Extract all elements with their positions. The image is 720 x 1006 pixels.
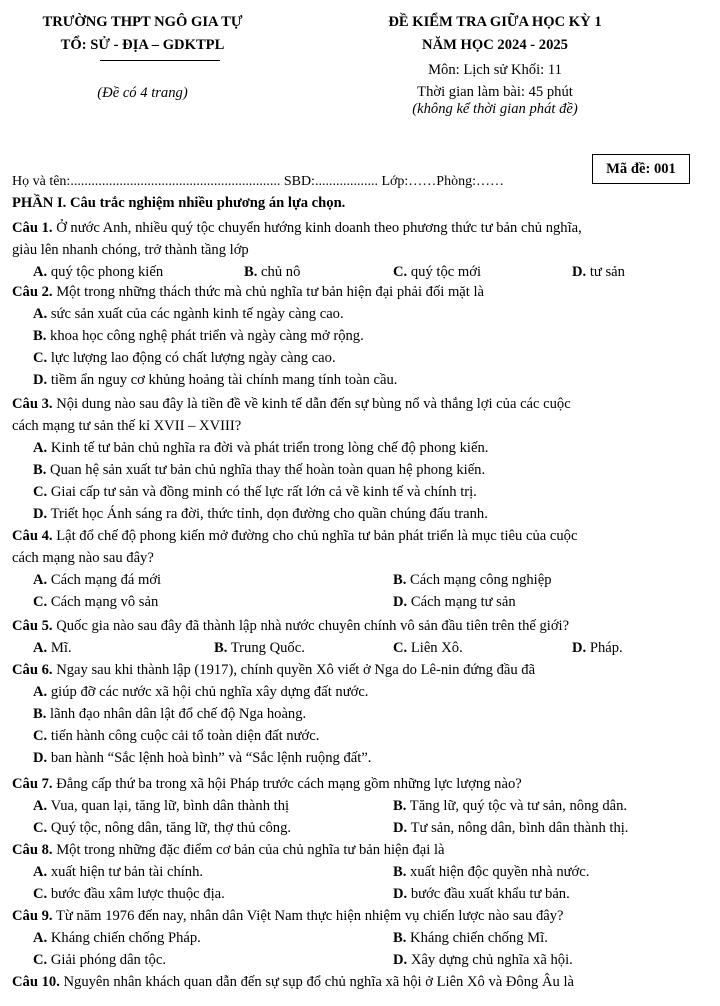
question-1-text-line [12,240,249,260]
option-letter: C. [393,640,408,656]
question-8-text-line [12,840,444,860]
question-text: Nội dung nào sau đây là tiền đề về kinh tế dẫn đến sự bùng nổ và thắng lợi của các cuộc [56,396,571,412]
option-letter: C. [33,350,48,366]
option-letter: C. [33,594,48,610]
question-8-option-c [33,884,225,904]
question-text: Một trong những thách thức mà chủ nghĩa tư bản hiện đại phải đối mặt là [56,284,485,300]
option-letter: D. [572,640,587,656]
option-text: bước đầu xuất khẩu tư bản. [410,886,570,902]
question-7-text-line [12,774,522,794]
question-text: Từ năm 1976 đến nay, nhân dân Việt Nam thực hiện nhiệm vụ chiến lược nào sau đây? [55,908,564,924]
option-text: tiềm ẩn nguy cơ khủng hoảng tài chính mang tính toàn cầu. [50,372,398,388]
option-text: ban hành “Sắc lệnh hoà bình” và “Sắc lệnh ruộng đất”. [50,750,372,766]
question-4-option-c [33,592,158,612]
question-4-option-a [33,570,161,590]
question-7-option-a [33,796,289,816]
option-letter: B. [33,706,47,722]
option-text: Cách mạng công nghiệp [410,572,552,588]
question-text: giàu lên nhanh chóng, trở thành tầng lớp [12,242,249,258]
school-year: NĂM HỌC 2024 - 2025 [422,37,568,53]
option-letter: B. [33,462,47,478]
question-2-option-d [33,370,397,390]
question-text: cách mạng nào sau đây? [12,550,154,566]
option-letter: A. [33,572,48,588]
option-text: tiến hành công cuộc cải tổ toàn diện đất nước. [50,728,320,744]
option-text: Kháng chiến chống Pháp. [50,930,201,946]
exam-code-box: Mã đề: 001 [592,154,690,184]
option-letter: D. [572,264,587,280]
option-letter: B. [393,864,407,880]
option-text: Tư sản, nông dân, bình dân thành thị. [410,820,629,836]
option-text: Quý tộc, nông dân, tăng lữ, thợ thủ công. [50,820,292,836]
option-letter: C. [33,728,48,744]
question-text: Một trong những đặc điểm cơ bản của chủ nghĩa tư bản hiện đại là [56,842,445,858]
option-letter: A. [33,440,48,456]
option-letter: D. [393,820,408,836]
school-name: TRƯỜNG THPT NGÔ GIA TỰ [42,14,243,30]
question-number: Câu 8. [12,842,53,858]
question-3-option-d [33,504,488,524]
option-text: giúp đỡ các nước xã hội chủ nghĩa xây dựng đất nước. [50,684,369,700]
option-letter: B. [393,798,407,814]
question-text: cách mạng tư sản thế kỉ XVII – XVIII? [12,418,242,434]
question-8-option-b [393,862,589,882]
option-text: khoa học công nghệ phát triển và ngày càng mở rộng. [50,328,364,344]
option-text: tư sản [589,264,625,280]
subject-line: Môn: Lịch sử Khối: 11 [428,62,562,78]
option-letter: A. [33,930,48,946]
option-letter: B. [393,572,407,588]
option-letter: D. [393,886,408,902]
question-5-option-a [33,638,72,658]
option-text: Tăng lữ, quý tộc và tư sản, nông dân. [409,798,628,814]
question-4-option-d [393,592,516,612]
pages-note: (Đề có 4 trang) [97,85,188,101]
option-letter: A. [33,640,48,656]
duration-note: (không kể thời gian phát đề) [412,101,578,117]
question-4-text-line [12,548,154,568]
option-letter: C. [33,484,48,500]
question-text: Quốc gia nào sau đây đã thành lập nhà nước chuyên chính vô sản đầu tiên trên thế giới? [56,618,570,634]
option-text: Kinh tế tư bản chủ nghĩa ra đời và phát triển trong lòng chế độ phong kiến. [50,440,489,456]
question-9-option-c [33,950,166,970]
question-5-option-c [393,638,463,658]
question-1-option-d [572,262,625,282]
option-letter: B. [393,930,407,946]
option-letter: C. [33,952,48,968]
option-letter: A. [33,264,48,280]
option-letter: D. [33,372,48,388]
question-7-option-d [393,818,628,838]
question-1-option-b [244,262,300,282]
question-3-option-a [33,438,488,458]
option-text: Pháp. [589,640,623,656]
option-letter: B. [244,264,258,280]
question-6-option-d [33,748,371,768]
duration-line: Thời gian làm bài: 45 phút [417,84,573,100]
section-title: PHẦN I. Câu trắc nghiệm nhiều phương án lựa chọn. [12,195,346,211]
question-number: Câu 6. [12,662,53,678]
question-3-text-line [12,416,241,436]
option-letter: A. [33,684,48,700]
question-4-option-b [393,570,552,590]
question-3-option-c [33,482,477,502]
option-letter: D. [33,750,48,766]
question-5-option-b [214,638,305,658]
option-text: Mĩ. [50,640,72,656]
question-text: Đẳng cấp thứ ba trong xã hội Pháp trước cách mạng gồm những lực lượng nào? [56,776,522,792]
question-number: Câu 4. [12,528,53,544]
question-text: Ngay sau khi thành lập (1917), chính quyền Xô viết ở Nga do Lê-nin đứng đầu đã [56,662,536,678]
option-text: Giải phóng dân tộc. [50,952,166,968]
option-text: Cách mạng đá mới [50,572,162,588]
question-9-option-a [33,928,201,948]
question-1-option-a [33,262,163,282]
question-9-option-d [393,950,573,970]
option-text: Liên Xô. [410,640,463,656]
question-10-text-line [12,972,574,992]
question-2-text-line [12,282,484,302]
option-letter: C. [393,264,408,280]
option-text: chủ nô [261,264,301,280]
option-text: xuất hiện tư bản tài chính. [50,864,204,880]
question-7-option-c [33,818,291,838]
option-text: Xây dựng chủ nghĩa xã hội. [410,952,573,968]
option-text: Kháng chiến chống Mĩ. [410,930,548,946]
question-1-text-line [12,218,582,238]
option-letter: B. [214,640,228,656]
option-letter: A. [33,798,48,814]
department-name: TỔ: SỬ - ĐỊA – GDKTPL [60,37,225,53]
question-6-option-c [33,726,319,746]
question-2-option-b [33,326,364,346]
question-9-text-line [12,906,564,926]
question-number: Câu 10. [12,974,60,990]
option-text: Cách mạng vô sản [50,594,159,610]
question-number: Câu 9. [12,908,53,924]
question-2-option-c [33,348,336,368]
question-9-option-b [393,928,548,948]
option-letter: D. [393,594,408,610]
option-text: sức sản xuất của các ngành kinh tế ngày càng cao. [50,306,344,322]
question-6-option-b [33,704,306,724]
question-number: Câu 2. [12,284,53,300]
option-letter: D. [393,952,408,968]
question-5-option-d [572,638,623,658]
option-text: Trung Quốc. [230,640,305,656]
option-text: Quan hệ sản xuất tư bản chủ nghĩa thay thế hoàn toàn quan hệ phong kiến. [50,462,486,478]
option-letter: A. [33,864,48,880]
student-info-line: Họ và tên:............................................................ SBD:.................. Lớp:……Phòng:…… [12,174,504,189]
question-text: Nguyên nhân khách quan dẫn đến sự sụp đổ chủ nghĩa xã hội ở Liên Xô và Đông Âu là [63,974,574,990]
option-letter: A. [33,306,48,322]
question-6-text-line [12,660,535,680]
option-letter: C. [33,886,48,902]
question-number: Câu 7. [12,776,53,792]
question-3-text-line [12,394,571,414]
exam-title: ĐỀ KIỂM TRA GIỮA HỌC KỲ 1 [388,14,602,30]
question-2-option-a [33,304,344,324]
option-text: lực lượng lao động có chất lượng ngày càng cao. [50,350,336,366]
option-letter: C. [33,820,48,836]
question-8-option-a [33,862,203,882]
question-1-option-c [393,262,481,282]
option-letter: D. [33,506,48,522]
option-text: bước đầu xâm lược thuộc địa. [50,886,225,902]
question-4-text-line [12,526,577,546]
option-text: quý tộc mới [410,264,481,280]
question-text: Lật đổ chế độ phong kiến mở đường cho chủ nghĩa tư bản phát triển là mục tiêu của cuộc [56,528,578,544]
header-underline [100,60,220,61]
question-text: Ở nước Anh, nhiều quý tộc chuyển hướng kinh doanh theo phương thức tư bản chủ nghĩa, [56,220,582,236]
option-text: Cách mạng tư sản [410,594,516,610]
option-text: xuất hiện độc quyền nhà nước. [410,864,590,880]
option-text: Vua, quan lại, tăng lữ, bình dân thành thị [50,798,290,814]
question-8-option-d [393,884,570,904]
question-number: Câu 5. [12,618,53,634]
option-text: Giai cấp tư sản và đồng minh có thế lực rất lớn cả về kinh tế và chính trị. [50,484,477,500]
option-text: lãnh đạo nhân dân lật đổ chế độ Nga hoàng. [50,706,307,722]
question-7-option-b [393,796,627,816]
question-number: Câu 1. [12,220,53,236]
question-3-option-b [33,460,485,480]
question-6-option-a [33,682,368,702]
option-letter: B. [33,328,47,344]
option-text: quý tộc phong kiến [50,264,164,280]
question-5-text-line [12,616,569,636]
option-text: Triết học Ánh sáng ra đời, thức tỉnh, dọn đường cho quần chúng đấu tranh. [50,506,488,522]
question-number: Câu 3. [12,396,53,412]
